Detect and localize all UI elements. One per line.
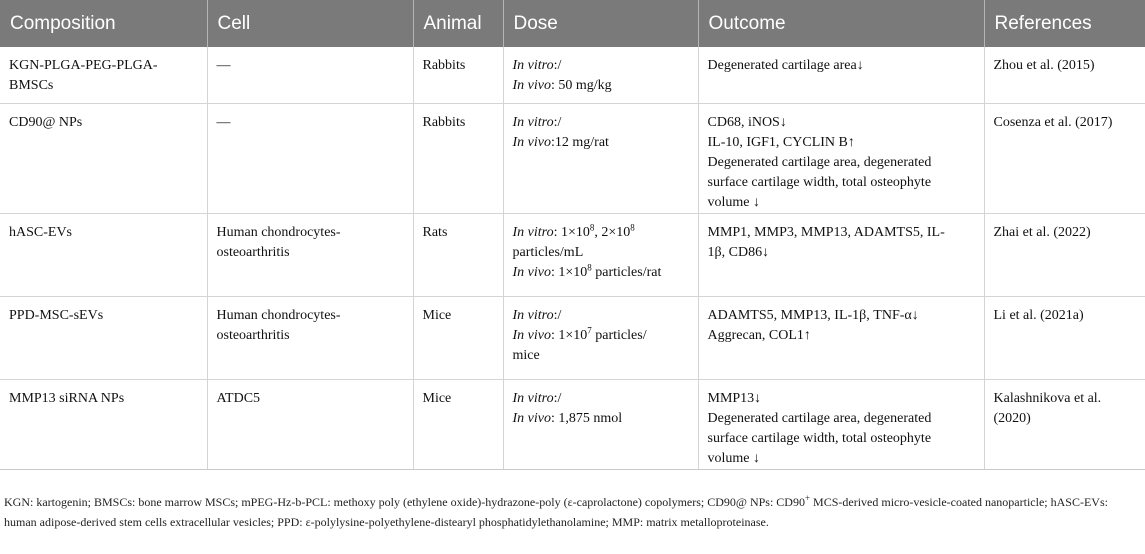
dose-line	[513, 76, 690, 96]
cell-cell-type-line: —	[216, 114, 231, 130]
dose-line	[513, 409, 690, 429]
dose-text: : 1×10	[550, 264, 588, 280]
cell-dose	[503, 103, 698, 213]
table-row	[0, 103, 1145, 213]
cell-cell-type	[207, 103, 413, 213]
cell-outcome-line: Aggrecan, COL1↑	[707, 327, 811, 343]
cell-outcome-line: surface cartilage width, total osteophyte	[707, 174, 932, 190]
dose-superscript: 8	[587, 261, 592, 272]
cell-composition-line: hASC-EVs	[9, 224, 73, 240]
cell-references-line: Zhai et al. (2022)	[993, 224, 1091, 240]
cell-composition	[0, 47, 207, 103]
cell-references	[984, 47, 1145, 103]
dose-text: :/	[553, 307, 562, 323]
cell-composition-line: MMP13 siRNA NPs	[9, 390, 125, 406]
cell-cell-type	[207, 47, 413, 103]
cell-cell-type	[207, 296, 413, 379]
dose-label: In vitro	[512, 58, 554, 73]
cell-references	[984, 296, 1145, 379]
dose-text: :/	[553, 114, 562, 130]
dose-text: : 1,875 nmol	[550, 410, 623, 426]
cell-outcome-line: IL-10, IGF1, CYCLIN B↑	[707, 134, 855, 150]
table-row	[0, 296, 1145, 379]
header-row	[0, 0, 1145, 47]
dose-text: : 50 mg/kg	[550, 78, 612, 93]
dose-label: In vivo	[512, 410, 551, 426]
cell-outcome-line: volume ↓	[707, 450, 760, 466]
dose-text: : 1×10	[550, 327, 588, 343]
cell-outcome-line: Degenerated cartilage area, degenerated	[707, 410, 932, 426]
cell-outcome-line: Degenerated cartilage area↓	[707, 58, 864, 73]
cell-outcome-line: MMP1, MMP3, MMP13, ADAMTS5, IL-	[707, 224, 945, 240]
footnote-text-1: KGN: kartogenin; BMSCs: bone marrow MSCs; mPEG-Hz-b-PCL: methoxy poly (ethylene oxide)-hydrazone-poly (ε-caprolactone) copolymers; CD90@ NPs: CD90	[4, 495, 805, 509]
cell-dose	[503, 379, 698, 469]
dose-label: In vitro	[512, 390, 554, 406]
cell-cell-type-line: osteoarthritis	[216, 327, 290, 343]
dose-line	[513, 243, 690, 263]
cell-cell-type-line: osteoarthritis	[216, 244, 290, 260]
footnote-text-2: MCS-derived micro-vesicle-coated nanoparticle; hASC-EVs: human adipose-derived stem cells extracellular vesicles; PPD: ε-polylysine-polyethylene-distearyl phosphatidylethanolamine; MMP: matrix metalloproteinase.	[4, 495, 1108, 529]
cell-animal: Mice	[413, 296, 503, 379]
cell-composition-line: KGN-PLGA-PEG-PLGA-	[9, 58, 158, 73]
dose-label: In vivo	[512, 327, 551, 343]
dose-superscript: 8	[589, 221, 595, 232]
cell-dose	[503, 213, 698, 296]
table-row	[0, 379, 1145, 469]
dose-label: In vitro	[512, 114, 554, 130]
cell-composition-line: CD90@ NPs	[9, 114, 83, 130]
cell-animal: Rabbits	[413, 47, 503, 103]
cell-outcome	[698, 213, 984, 296]
cell-references	[984, 213, 1145, 296]
footnote-sup: +	[804, 493, 811, 503]
table-footnote	[4, 492, 1142, 532]
cell-composition-line: BMSCs	[9, 78, 54, 93]
cell-composition	[0, 296, 207, 379]
cell-dose	[503, 296, 698, 379]
dose-text: , 2×10	[594, 224, 631, 240]
dose-line	[513, 113, 690, 133]
dose-text: :/	[553, 58, 562, 73]
cell-composition-line: PPD-MSC-sEVs	[9, 307, 104, 323]
dose-text: :/	[553, 390, 562, 406]
cell-references-line: (2020)	[993, 410, 1031, 426]
dose-text: : 1×10	[553, 224, 590, 240]
table-body	[0, 47, 1145, 469]
cell-dose	[503, 47, 698, 103]
dose-text: :12 mg/rat	[550, 134, 609, 150]
cell-outcome	[698, 296, 984, 379]
dose-line	[513, 56, 690, 76]
dose-text: particles/	[591, 327, 647, 343]
cell-references-line: Li et al. (2021a)	[993, 307, 1084, 323]
cell-references	[984, 103, 1145, 213]
cell-outcome	[698, 103, 984, 213]
dose-label: In vitro	[512, 307, 554, 323]
cell-outcome-line: MMP13↓	[707, 390, 762, 406]
dose-line	[513, 133, 690, 153]
table-row	[0, 213, 1145, 296]
header-cell: Cell	[207, 0, 413, 47]
dose-label: In vivo	[512, 78, 551, 93]
table-header	[0, 0, 1145, 47]
cell-references-line: Kalashnikova et al.	[993, 390, 1102, 406]
cell-animal: Rats	[413, 213, 503, 296]
cell-composition	[0, 379, 207, 469]
cell-animal: Mice	[413, 379, 503, 469]
header-composition: Composition	[0, 0, 207, 47]
dose-text: mice	[512, 347, 540, 363]
dose-line	[513, 306, 690, 326]
table-row	[0, 47, 1145, 103]
cell-outcome	[698, 47, 984, 103]
cell-outcome-line: volume ↓	[707, 194, 760, 210]
dose-line	[513, 263, 690, 283]
cell-outcome-line: 1β, CD86↓	[707, 244, 770, 260]
dose-label: In vivo	[512, 134, 551, 150]
cell-cell-type	[207, 379, 413, 469]
header-animal: Animal	[413, 0, 503, 47]
cell-outcome-line: CD68, iNOS↓	[707, 114, 787, 130]
cell-references-line: Zhou et al. (2015)	[993, 58, 1095, 73]
dose-text: particles/mL	[512, 244, 584, 260]
dose-label: In vivo	[512, 264, 551, 280]
cell-animal: Rabbits	[413, 103, 503, 213]
dose-line	[513, 223, 690, 243]
dose-superscript: 8	[630, 221, 635, 232]
cell-outcome	[698, 379, 984, 469]
cell-cell-type-line: —	[216, 58, 231, 73]
header-dose: Dose	[503, 0, 698, 47]
dose-line	[513, 346, 690, 366]
cell-outcome-line: ADAMTS5, MMP13, IL-1β, TNF-α↓	[707, 307, 919, 323]
cell-references-line: Cosenza et al. (2017)	[993, 114, 1113, 130]
cell-outcome-line: Degenerated cartilage area, degenerated	[707, 154, 932, 170]
cell-cell-type-line: ATDC5	[216, 390, 261, 406]
cell-cell-type-line: Human chondrocytes-	[216, 224, 341, 240]
dose-line	[513, 326, 690, 346]
cell-cell-type	[207, 213, 413, 296]
dose-superscript: 7	[587, 324, 592, 335]
cell-references	[984, 379, 1145, 469]
cell-composition	[0, 213, 207, 296]
dose-label: In vitro	[512, 224, 554, 240]
cell-outcome-line: surface cartilage width, total osteophyte	[707, 430, 932, 446]
dose-line	[513, 389, 690, 409]
header-outcome: Outcome	[698, 0, 984, 47]
dose-text: particles/rat	[591, 264, 662, 280]
cell-composition	[0, 103, 207, 213]
cell-cell-type-line: Human chondrocytes-	[216, 307, 341, 323]
header-references: References	[984, 0, 1145, 47]
